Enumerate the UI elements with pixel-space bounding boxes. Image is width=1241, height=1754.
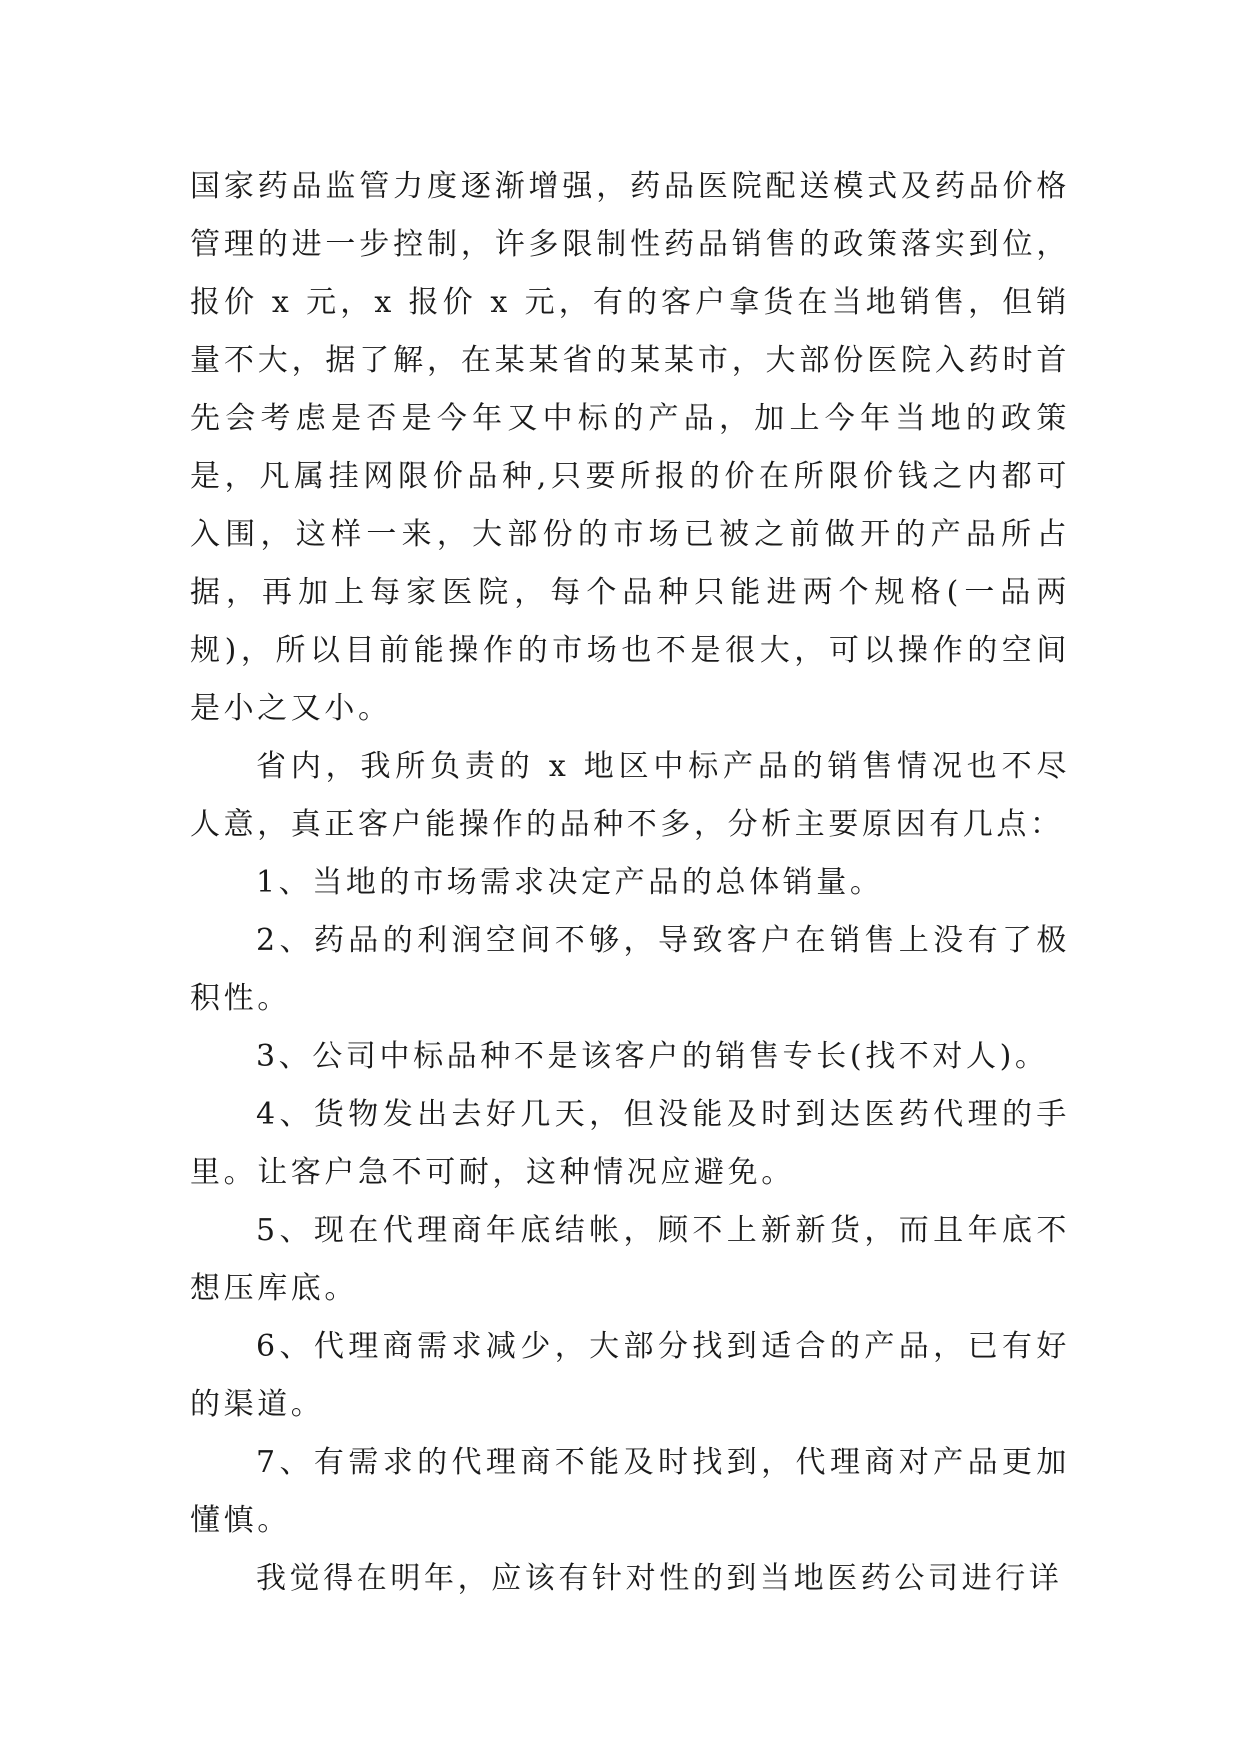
list-item-reason-2: 2、药品的利润空间不够，导致客户在销售上没有了极积性。 (190, 923, 1070, 1016)
list-item-reason-6: 6、代理商需求减少，大部分找到适合的产品，已有好的渠道。 (190, 1329, 1070, 1422)
list-item-reason-4: 4、货物发出去好几天，但没能及时到达医药代理的手里。让客户急不可耐，这种情况应避免。 (190, 1097, 1070, 1190)
paragraph-next-year-plan: 我觉得在明年，应该有针对性的到当地医药公司进行详 (256, 1561, 1063, 1596)
list-item-reason-3: 3、公司中标品种不是该客户的销售专长(找不对人)。 (256, 1039, 1049, 1074)
document-body (190, 158, 1070, 1608)
list-item-reason-1: 1、当地的市场需求决定产品的总体销量。 (256, 865, 884, 900)
list-item-reason-7: 7、有需求的代理商不能及时找到，代理商对产品更加懂慎。 (190, 1445, 1070, 1538)
list-item-reason-5: 5、现在代理商年底结帐，顾不上新新货，而且年底不想压库底。 (190, 1213, 1070, 1306)
paragraph-policy-context: 国家药品监管力度逐渐增强，药品医院配送模式及药品价格管理的进一步控制，许多限制性药品销售的政策落实到位，报价 x 元，x 报价 x 元，有的客户拿货在当地销售，但销量不大，据了解，在某某省的某某市，大部份医院入药时首先会考虑是否是今年又中标的产品，加上今年当地的政策是，凡属挂网限价品种,只要所报的价在所限价钱之内都可入围，这样一来，大部份的市场已被之前做开的产品所占据，再加上每家医院，每个品种只能进两个规格(一品两规)，所以目前能操作的市场也不是很大，可以操作的空间是小之又小。 (190, 169, 1070, 726)
paragraph-regional-sales: 省内，我所负责的 x 地区中标产品的销售情况也不尽人意，真正客户能操作的品种不多，分析主要原因有几点： (190, 749, 1070, 842)
